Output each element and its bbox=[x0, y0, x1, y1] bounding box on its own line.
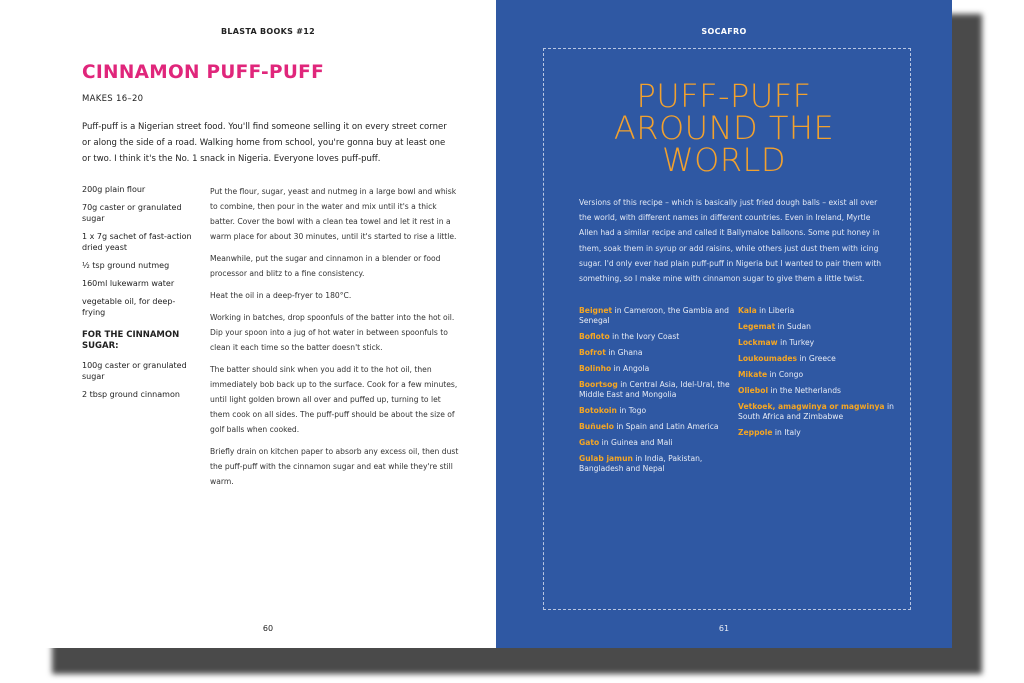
method-step: Heat the oil in a deep-fryer to 180°C. bbox=[210, 291, 352, 300]
name-entry bbox=[738, 354, 898, 364]
dish-place: in Turkey bbox=[777, 338, 815, 347]
method-step: The batter should sink when you add it to the hot oil, then immediately bob back up to the surface. Cook for a few minutes, until light golden brown all over and puffed up, turning to let them cook on all sides. The puff-puff should be about the size of golf balls when cooked. bbox=[210, 365, 458, 434]
page-number: 61 bbox=[718, 624, 730, 633]
dish-name: Gato bbox=[579, 438, 600, 447]
dish-place: in Cameroon, the Gambia and Senegal bbox=[579, 306, 729, 325]
method-step: Briefly drain on kitchen paper to absorb any excess oil, then dust the puff-puff with the cinnamon sugar and eat while they're still warm. bbox=[210, 447, 459, 486]
name-entry bbox=[738, 428, 898, 438]
name-entry bbox=[579, 422, 739, 432]
dish-name: Beignet bbox=[579, 306, 613, 315]
dish-place: in Angola bbox=[611, 364, 650, 373]
ingredient-item: 2 tbsp ground cinnamon bbox=[82, 390, 180, 399]
dish-place: in Guinea and Mali bbox=[599, 438, 673, 447]
dish-place: in Sudan bbox=[775, 322, 811, 331]
method-step: Put the flour, sugar, yeast and nutmeg in a large bowl and whisk to combine, then pour in the water and mix until it's a thick batter. Cover the bowl with a clean tea towel and let it rest in a warm place for about 30 minutes, until it's started to rise a little. bbox=[210, 187, 457, 241]
dish-place: in Italy bbox=[772, 428, 801, 437]
dish-place: in the Netherlands bbox=[768, 386, 841, 395]
names-column-1 bbox=[579, 306, 739, 480]
dish-name: Bolinho bbox=[579, 364, 612, 373]
name-entry bbox=[579, 332, 739, 342]
feature-title-line: AROUND THE bbox=[613, 109, 835, 147]
cinnamon-sugar-heading: FOR THE CINNAMON SUGAR: bbox=[82, 330, 180, 351]
feature-title-line: WORLD bbox=[661, 141, 787, 179]
name-entry bbox=[738, 322, 898, 332]
dish-name: Mikate bbox=[738, 370, 768, 379]
feature-intro: Versions of this recipe – which is basically just fried dough balls – exist all over the world, with different names in different countries. Even in Ireland, Myrtle Allen had a similar recipe and called it Ballymaloe balloons. Some put honey in them, soak them in syrup or add raisins, while others just dust them with icing sugar. I'd only ever had plain puff-puff in Nigeria but I wanted to pair them with something, so I make mine with cinnamon sugar to give them a little twist. bbox=[579, 198, 882, 284]
ingredients-list bbox=[82, 184, 194, 407]
dish-name: Legemat bbox=[738, 322, 776, 331]
dish-place: in Ghana bbox=[605, 348, 643, 357]
ingredient-item: 100g caster or granulated sugar bbox=[82, 361, 187, 381]
feature-title bbox=[496, 77, 952, 179]
running-head: SOCAFRO bbox=[701, 27, 747, 36]
recipe-title: CINNAMON PUFF-PUFF bbox=[82, 62, 325, 83]
dish-name: Loukoumades bbox=[738, 354, 798, 363]
names-column-2 bbox=[738, 306, 898, 444]
dish-name: Kala bbox=[738, 306, 757, 315]
method-steps bbox=[210, 184, 460, 496]
dish-place: in South Africa and Zimbabwe bbox=[738, 402, 894, 421]
dish-name: Oliebol bbox=[738, 386, 769, 395]
dish-name: Vetkoek, amagwinya or magwinya bbox=[738, 402, 885, 411]
recipe-intro: Puff-puff is a Nigerian street food. You'll find someone selling it on every street corner or along the side of a road. Walking home from school, you're gonna buy at least one or two. I think it's the No. 1 snack in Nigeria. Everyone loves puff-puff. bbox=[82, 122, 447, 164]
dish-name: Boortsog bbox=[579, 380, 618, 389]
name-entry bbox=[579, 380, 739, 400]
left-page bbox=[40, 0, 496, 648]
name-entry bbox=[579, 438, 739, 448]
name-entry bbox=[738, 306, 898, 316]
dish-place: in Central Asia, Idel-Ural, the Middle East and Mongolia bbox=[579, 380, 730, 399]
yield-text: MAKES 16–20 bbox=[82, 94, 144, 104]
name-entry bbox=[738, 386, 898, 396]
running-head: BLASTA BOOKS #12 bbox=[220, 27, 316, 36]
ingredient-item: 70g caster or granulated sugar bbox=[82, 203, 182, 223]
ingredient-item: 1 x 7g sachet of fast-action dried yeast bbox=[82, 232, 192, 252]
dish-name: Bofloto bbox=[579, 332, 610, 341]
dish-name: Lockmaw bbox=[738, 338, 778, 347]
name-entry bbox=[579, 306, 739, 326]
ingredient-item: 200g plain flour bbox=[82, 185, 146, 194]
dish-place: in India, Pakistan, Bangladesh and Nepal bbox=[579, 454, 703, 473]
dish-name: Buñuelo bbox=[579, 422, 614, 431]
dish-name: Zeppole bbox=[738, 428, 773, 437]
dish-place: in Congo bbox=[767, 370, 804, 379]
dish-name: Gulab jamun bbox=[579, 454, 633, 463]
page-number: 60 bbox=[262, 624, 274, 633]
name-entry bbox=[579, 454, 739, 474]
ingredient-item: 160ml lukewarm water bbox=[82, 279, 175, 288]
name-entry bbox=[579, 348, 739, 358]
dish-place: in Liberia bbox=[756, 306, 795, 315]
feature-title-line: PUFF-PUFF bbox=[636, 77, 812, 115]
right-page bbox=[496, 0, 952, 648]
method-step: Working in batches, drop spoonfuls of the batter into the hot oil. Dip your spoon into a jug of hot water in between spoonfuls to clean it each time so the batter doesn't stick. bbox=[210, 313, 455, 352]
dish-name: Bofrot bbox=[579, 348, 606, 357]
name-entry bbox=[579, 364, 739, 374]
dish-place: in Togo bbox=[616, 406, 647, 415]
dish-place: in the Ivory Coast bbox=[609, 332, 680, 341]
name-entry bbox=[738, 402, 898, 422]
name-entry bbox=[579, 406, 739, 416]
dish-name: Botokoin bbox=[579, 406, 617, 415]
name-entry bbox=[738, 338, 898, 348]
method-step: Meanwhile, put the sugar and cinnamon in a blender or food processor and blitz to a fine consistency. bbox=[210, 254, 441, 278]
name-entry bbox=[738, 370, 898, 380]
ingredient-item: ½ tsp ground nutmeg bbox=[82, 261, 170, 270]
dish-place: in Spain and Latin America bbox=[613, 422, 719, 431]
ingredient-item: vegetable oil, for deep-frying bbox=[82, 297, 176, 317]
dish-place: in Greece bbox=[797, 354, 836, 363]
